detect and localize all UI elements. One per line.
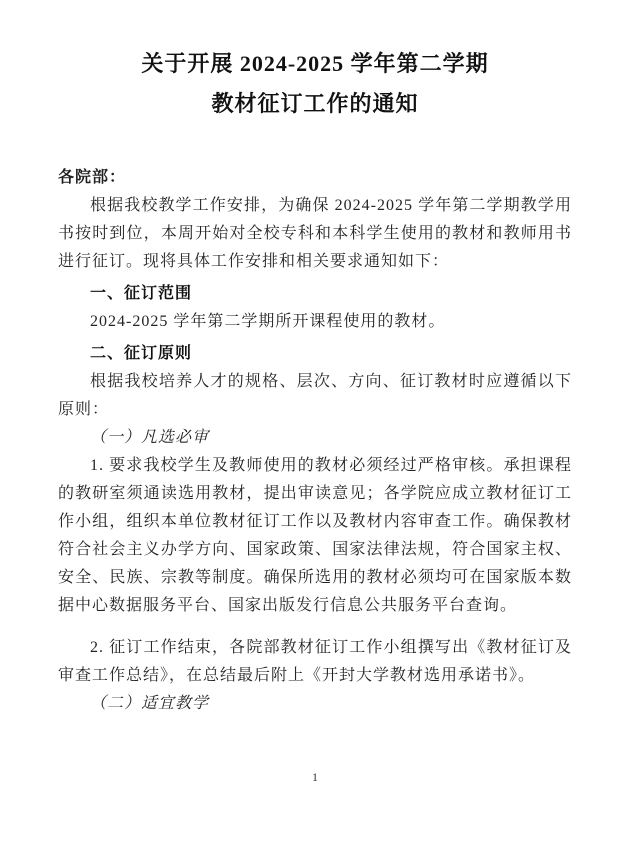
- section-1-heading: 一、征订范围: [90, 285, 193, 302]
- document-title-line1: 关于开展 2024-2025 学年第二学期: [141, 51, 489, 76]
- section-1-body: 2024-2025 学年第二学期所开课程使用的教材。: [90, 313, 446, 330]
- section-2-sub-1-item-2: 2. 征订工作结束，各院部教材征订工作小组撰写出《教材征订及审查工作总结》，在总结最后附上《开封大学教材选用承诺书》。: [58, 639, 572, 684]
- salutation: 各院部：: [58, 169, 127, 186]
- section-2-heading: 二、征订原则: [90, 345, 193, 362]
- section-2-lead: 根据我校培养人才的规格、层次、方向、征订教材时应遵循以下原则：: [58, 373, 572, 418]
- intro-paragraph: 根据我校教学工作安排，为确保 2024-2025 学年第二学期教学用书按时到位，本周开始对全校专科和本科学生使用的教材和教师用书进行征订。现将具体工作安排和相关要求通知如下：: [58, 197, 572, 270]
- document-title-line2: 教材征订工作的通知: [211, 91, 419, 116]
- page-number: 1: [312, 770, 318, 784]
- section-2-sub-2-heading: （二）适宜教学: [90, 695, 210, 712]
- document-title: [58, 44, 572, 124]
- section-2-sub-1-item-1: 1. 要求我校学生及教师使用的教材必须经过严格审核。承担课程的教研室须通读选用教材，提出审读意见；各学院应成立教材征订工作小组，组织本单位教材征订工作以及教材内容审查工作。确保教材符合社会主义办学方向、国家政策、国家法律法规，符合国家主权、安全、民族、宗教等制度。确保所选用的教材必须均可在国家版本数据中心数据服务平台、国家出版发行信息公共服务平台查询。: [58, 457, 572, 614]
- section-2-sub-1-heading: （一）凡选必审: [90, 429, 210, 446]
